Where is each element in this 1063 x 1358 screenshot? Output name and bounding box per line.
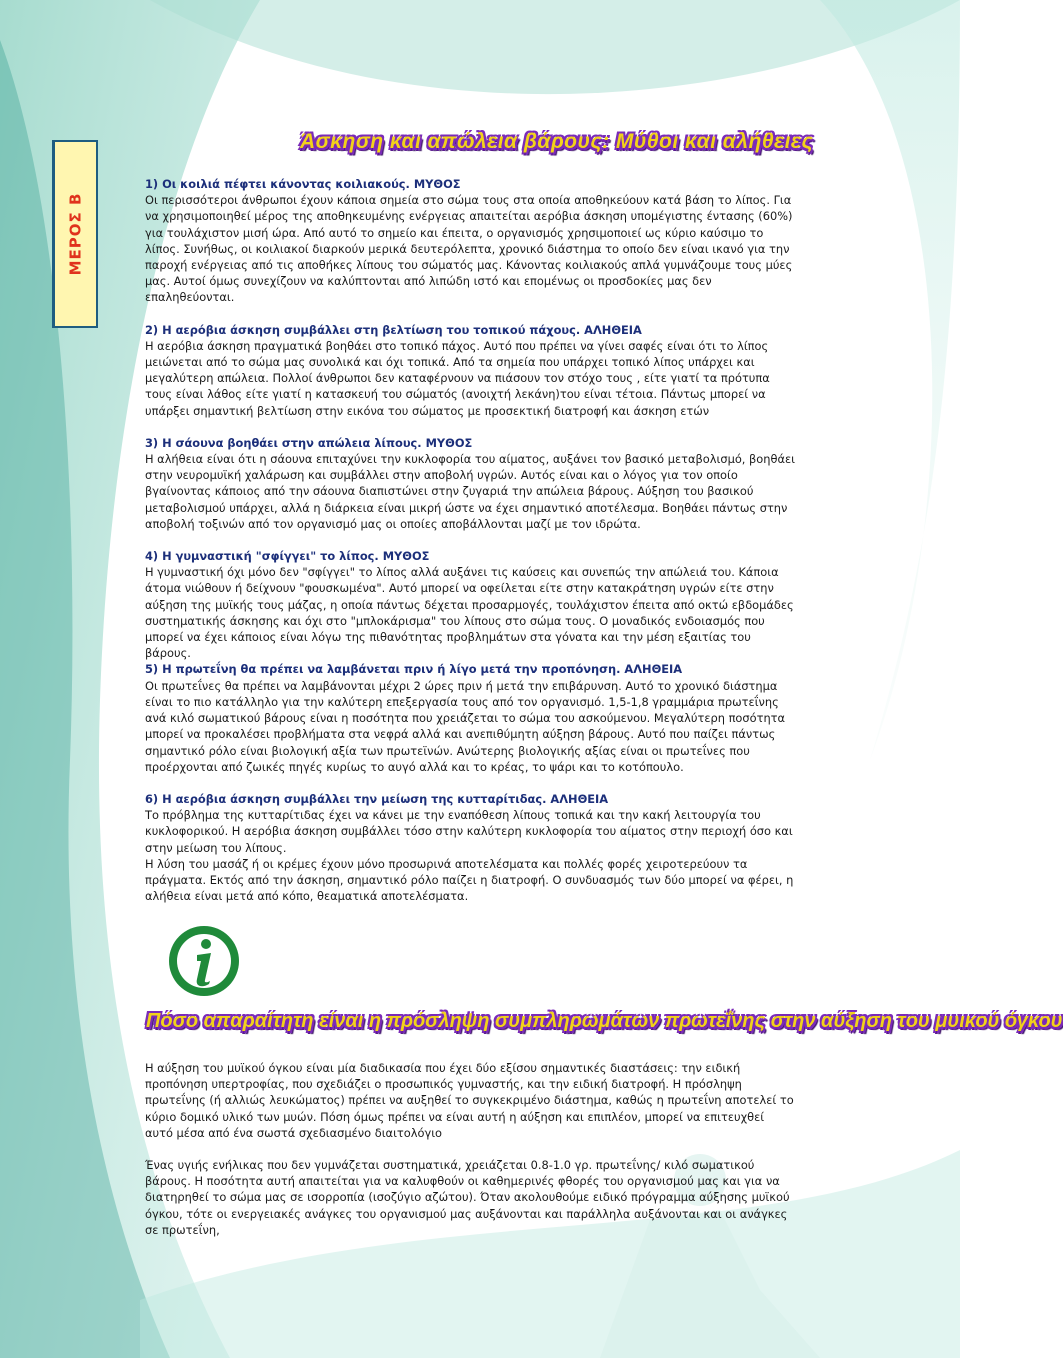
section-tab xyxy=(52,140,98,328)
section-6-heading: 6) Η αερόβια άσκηση συμβάλλει την μείωση της κυτταρίτιδας. xyxy=(145,791,547,806)
protein-paragraph-1: Η αύξηση του μυϊκού όγκου είναι μία διαδικασία που έχει δύο εξίσου σημαντικές διαστάσεις: την ειδική προπόνηση υπερτροφίας, που σχεδιάζει ο προσωπικός γυμναστής, και την ειδική διατροφή. Η πρόσληψη πρωτεΐνης (ή αλλιώς λευκώματος) πρέπει να αυξηθεί το συγκεκριμένο διάστημα, καθώς η πρωτεΐνη αποτελεί το κύριο δομικό υλικό των μυών. Πόση όμως πρέπει να είναι αυτή η αύξηση και επιπλέον, μπορεί να επιτευχθεί αυτό μέσα από ένα σωστά σχεδιασμένο διαιτολόγιο xyxy=(145,1061,794,1140)
section-1-tag: ΜΥΘΟΣ xyxy=(413,177,461,191)
info-icon xyxy=(167,924,241,998)
section-3 xyxy=(145,435,795,532)
page-title: Άσκηση και απώλεια βάρους: Μύθοι και αλήθειες xyxy=(300,130,814,153)
section-1-body: Οι περισσότεροι άνθρωποι έχουν κάποια σημεία στο σώμα τους στα οποία αποθηκεύουν κατά βάση το λίπος. Για να χρησιμοποιηθεί μέρος της αποθηκευμένης ενέργειας απαιτείται αερόβια άσκηση υπομέγιστης έντασης (60%) για τουλάχιστον μισή ώρα. Από αυτό το σημείο και έπειτα, ο οργανισμός χρησιμοποιεί ως κύριο καύσιμο το λίπος. Συνήθως, οι κοιλιακοί διαρκούν μερικά δευτερόλεπτα, χρονικό διάστημα το οποίο δεν είναι ικανό για την παροχή ενέργειας από τις αποθήκες λίπους του σώματός μας. Κάνοντας κοιλιακούς απλά γυμνάζουμε τους μύες μας. Αυτοί όμως συνεχίζουν να καλύπτονται από λιπώδη ιστό και επομένως οι προσδοκίες μας δεν επαληθεύονται. xyxy=(145,193,793,305)
section-6-body-2: Η λύση του μασάζ ή οι κρέμες έχουν μόνο προσωρινά αποτελέσματα και πολλές φορές χειροτερεύουν τα πράγματα. Εκτός από την άσκηση, σημαντικό ρόλο παίζει η διατροφή. Ο συνδυασμός των δύο μπορεί να φέρει, η αλήθεια είναι μετά από κόπο, θεαματικά αποτελέσματα. xyxy=(145,856,794,904)
section-1-heading: 1) Οι κοιλιά πέφτει κάνοντας κοιλιακούς. xyxy=(145,177,410,191)
section-1 xyxy=(145,176,795,306)
section-2-body: Η αερόβια άσκηση πραγματικά βοηθάει στο τοπικό πάχος. Αυτό που πρέπει να γίνει σαφές είναι ότι το λίπος μειώνεται από το σώμα μας συνολικά και όχι τοπικά. Από τα σημεία που υπάρχει τοπικό λίπος υπάρχει και μεγαλύτερη απώλεια. Πολλοί άνθρωποι δεν καταφέρνουν να πιάσουν τον στόχο τους , είτε γιατί τα πρότυπα τους είναι λάθος είτε γιατί η κατασκευή του σώματός (ανοιχτή λεκάνη)του είναι τέτοια. Πάντως μπορεί να υπάρξει σημαντική βελτίωση στην εικόνα του σώματος με προσεκτική διατροφή και άσκηση ετών xyxy=(145,338,770,418)
section-3-tag: ΜΥΘΟΣ xyxy=(425,435,473,450)
section-3-heading: 3) Η σάουνα βοηθάει στην απώλεια λίπους. xyxy=(145,435,422,450)
section-2-tag: ΑΛΗΘΕΙΑ xyxy=(584,322,642,337)
section-2 xyxy=(145,322,795,419)
section-tab-label: ΜΕΡΟΣ Β xyxy=(66,192,85,276)
section-6 xyxy=(145,791,795,904)
section-4-heading: 4) Η γυμναστική "σφίγγει" το λίπος. xyxy=(145,549,379,564)
protein-paragraph-2: Ένας υγιής ενήλικας που δεν γυμνάζεται συστηματικά, χρειάζεται 0.8-1.0 γρ. πρωτεΐνης/ κιλό σωματικού βάρους. Η ποσότητα αυτή απαιτείται για να καλυφθούν οι καθημερινές φθορές του οργανισμού μας και για να διατηρηθεί το σώμα μας σε ισορροπία (ισοζύγιο αζώτου). Όταν ακολουθούμε ειδικό πρόγραμμα αύξησης μυϊκού όγκου, τότε οι ενεργειακές ανάγκες του οργανισμού μας αυξάνονται και παράλληλα αυξάνονται και οι ανάγκες σε πρωτεΐνη, xyxy=(145,1158,790,1237)
section-3-body: Η αλήθεια είναι ότι η σάουνα επιταχύνει την κυκλοφορία του αίματος, αυξάνει τον βασικό μεταβολισμό, βοηθάει στην νευρομυϊκή χαλάρωση και συμβάλλει στην αποβολή υγρών. Αυτός είναι και ο λόγος για τον οποίο βγαίνοντας κάποιος από την σάουνα διαπιστώνει στην ζυγαριά την απώλεια βάρους. Αύξηση του βασικού μεταβολισμού υπάρχει, αλλά η διάρκεια είναι μικρή ώστε να έχει σημαντικό αποτέλεσμα. Βοηθάει πάντως στην αποβολή τοξινών από τον οργανισμό μας οι οποίες αποβάλλονται μαζί με τον ιδρώτα. xyxy=(145,452,795,531)
myths-list xyxy=(145,176,795,920)
section-4-tag: ΜΥΘΟΣ xyxy=(382,549,430,564)
section-5 xyxy=(145,661,795,774)
section-5-body: Οι πρωτεΐνες θα πρέπει να λαμβάνονται μέχρι 2 ώρες πριν ή μετά την επιβάρυνση. Αυτό το χρονικό διάστημα είναι το πιο κατάλληλο για την καλύτερη επεξεργασία τους από τον οργανισμό. 1,5-1,8 γραμμάρια πρωτεΐνης ανά κιλό σωματικού βάρους είναι η ποσότητα που χρειάζεται το σώμα του ασκούμενου. Μεγαλύτερη ποσότητα μπορεί να προκαλέσει προβλήματα στα νεφρά αλλά και ανεπιθύμητη αύξηση βάρους. Αυτό που παίζει πάντως σημαντικό ρόλο είναι βιολογική αξία των πρωτεϊνών. Ανώτερης βιολογικής αξίας είναι οι πρωτεΐνες που προέρχονται από ζωικές πηγές κυρίως το αυγό αλλά και το κρέας, το ψάρι και το κοτόπουλο. xyxy=(145,678,786,774)
section-4-body: Η γυμναστική όχι μόνο δεν "σφίγγει" το λίπος αλλά αυξάνει τις καύσεις και συνεπώς την απώλειά του. Κάποια άτομα νιώθουν ή δείχνουν "φουσκωμένα". Αυτό μπορεί να οφείλεται είτε στην κατακράτηση υγρών είτε στην αύξηση της μυϊκής τους μάζας, η οποία πάντως δέχεται προσαρμογές, τουλάχιστον έπειτα από οκτώ εβδομάδες συστηματικής άσκησης και όχι στο "μπλοκάρισμα" του λίπους στο σώμα τους. Ο μοναδικός ενδοιασμός που μπορεί να έχει κάποιος είναι λόγω της πιθανότητας προβλημάτων στα γόνατα και την μέση εξαιτίας του βάρους. xyxy=(145,565,794,661)
section-5-heading: 5) Η πρωτεΐνη θα πρέπει να λαμβάνεται πριν ή λίγο μετά την προπόνηση. xyxy=(145,662,621,677)
section-title-protein: Πόσο απαραίτητη είναι η πρόσληψη συμπληρωμάτων πρωτεΐνης στην αύξηση του μυικού όγκου xyxy=(146,1010,1063,1032)
section-6-tag: ΑΛΗΘΕΙΑ xyxy=(550,791,609,806)
section-4 xyxy=(145,548,795,661)
protein-article xyxy=(145,1060,795,1254)
section-6-body: Το πρόβλημα της κυτταρίτιδας έχει να κάνει με την εναπόθεση λίπους τοπικά και την κακή λειτουργία του κυκλοφορικού. Η αερόβια άσκηση συμβάλλει τόσο στην καλύτερη κυκλοφορία του αίματος στην περιοχή όσο και στην μείωση του λίπους. xyxy=(145,808,793,855)
section-2-heading: 2) Η αερόβια άσκηση συμβάλλει στη βελτίωση του τοπικού πάχους. xyxy=(145,322,581,337)
right-arc xyxy=(820,0,960,760)
section-5-tag: ΑΛΗΘΕΙΑ xyxy=(624,662,683,677)
